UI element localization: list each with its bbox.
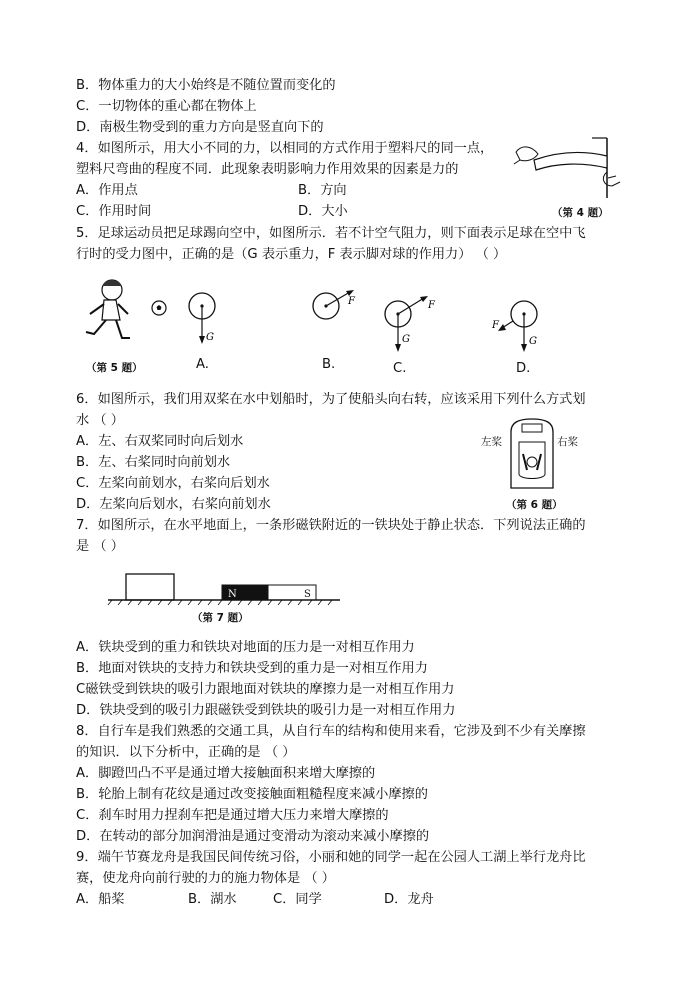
football-icon xyxy=(151,300,167,316)
gravity-label-a: G xyxy=(206,332,214,343)
q9-stem-line2: 赛，使龙舟向前行驶的力的施力物体是 （ ） xyxy=(76,871,335,886)
q8-stem-line2: 的知识．以下分析中，正确的是 （ ） xyxy=(76,745,296,760)
iron-block xyxy=(126,574,174,600)
q3-option-d: D．南极生物受到的重力方向是竖直向下的 xyxy=(76,120,324,135)
q7-caption: （第 7 题） xyxy=(192,612,249,624)
gravity-label-d: G xyxy=(529,336,537,347)
q7-option-b: B．地面对铁块的支持力和铁块受到的重力是一对相互作用力 xyxy=(76,661,428,676)
q5-label-d: D. xyxy=(516,361,531,376)
q9-stem-line1: 9．端午节赛龙舟是我国民间传统习俗，小丽和她的同学一起在公园人工湖上举行龙舟比 xyxy=(76,850,586,865)
q6-stem-line1: 6．如图所示，我们用双桨在水中划船时，为了使船头向右转，应该采用下列什么方式划 xyxy=(76,392,586,407)
q6-option-b: B．左、右桨同时向前划水 xyxy=(76,455,231,470)
magnet-s-label: S xyxy=(304,589,311,600)
q6-option-d: D．左桨向后划水，右桨向前划水 xyxy=(76,497,271,512)
q7-option-c: C磁铁受到铁块的吸引力跟地面对铁块的摩擦力是一对相互作用力 xyxy=(76,682,455,697)
q6-option-c: C．左桨向前划水，右桨向后划水 xyxy=(76,476,270,491)
q5-diagram-d xyxy=(490,288,560,358)
q8-option-c: C．刹车时用力捏刹车把是通过增大压力来增大摩擦的 xyxy=(76,808,389,823)
q9-option-d: D．龙舟 xyxy=(384,892,434,907)
q4-option-d: D．大小 xyxy=(298,204,348,219)
q5-diagram-a xyxy=(186,290,226,350)
q8-option-b: B．轮胎上制有花纹是通过改变接触面粗糙程度来减小摩擦的 xyxy=(76,787,428,802)
q4-stem-line1: 4．如图所示，用大小不同的力，以相同的方式作用于塑料尺的同一点， xyxy=(76,141,494,156)
q3-option-c: C．一切物体的重心都在物体上 xyxy=(76,99,257,114)
q8-option-a: A．脚蹬凹凸不平是通过增大接触面积来增大摩擦的 xyxy=(76,766,376,781)
q6-caption: （第 6 题） xyxy=(506,499,563,511)
q6-left-oar-label: 左桨 xyxy=(481,436,502,448)
q7-option-a: A．铁块受到的重力和铁块对地面的压力是一对相互作用力 xyxy=(76,640,415,655)
q7-stem-line1: 7．如图所示，在水平地面上，一条形磁铁附近的一铁块处于静止状态．下列说法正确的 xyxy=(76,518,586,533)
q4-option-b: B．方向 xyxy=(298,183,347,198)
q5-stem-line2: 行时的受力图中，正确的是（G 表示重力，F 表示脚对球的作用力） （ ） xyxy=(76,247,507,262)
q6-stem-line2: 水 （ ） xyxy=(76,413,124,428)
q9-option-c: C．同学 xyxy=(273,892,322,907)
q8-option-d: D．在转动的部分加润滑油是通过变滑动为滚动来减小摩擦的 xyxy=(76,829,430,844)
q9-option-b: B．湖水 xyxy=(188,892,237,907)
q5-label-c: C. xyxy=(393,361,407,376)
q5-diagram-c xyxy=(380,288,450,358)
q4-ruler-figure xyxy=(512,134,622,204)
q5-caption: （第 5 题） xyxy=(86,362,143,374)
q5-diagram-b xyxy=(310,288,370,328)
q5-stem-line1: 5．足球运动员把足球踢向空中，如图所示．若不计空气阻力，则下面表示足球在空中飞 xyxy=(76,226,586,241)
q9-option-a: A．船桨 xyxy=(76,892,125,907)
q8-stem-line1: 8．自行车是我们熟悉的交通工具，从自行车的结构和使用来看，它涉及到不少有关摩擦 xyxy=(76,724,586,739)
q4-stem-line2: 塑料尺弯曲的程度不同．此现象表明影响力作用效果的因素是力的 xyxy=(76,162,459,177)
q5-footballer-figure xyxy=(80,278,150,348)
q4-caption: （第 4 题） xyxy=(552,207,609,219)
q7-stem-line2: 是 （ ） xyxy=(76,539,124,554)
force-label-b: F xyxy=(348,296,355,307)
magnet-n-label: N xyxy=(228,589,237,600)
force-label-c: F xyxy=(428,300,435,311)
q5-label-b: B. xyxy=(322,357,336,372)
force-label-d: F xyxy=(492,320,499,331)
q3-option-b: B．物体重力的大小始终是不随位置而变化的 xyxy=(76,78,336,93)
q4-option-c: C．作用时间 xyxy=(76,204,152,219)
q7-magnet-figure xyxy=(108,568,340,608)
q6-boat-figure xyxy=(507,418,557,492)
gravity-label-c: G xyxy=(402,334,410,345)
q7-option-d: D．铁块受到的吸引力跟磁铁受到铁块的吸引力是一对相互作用力 xyxy=(76,703,456,718)
q6-right-oar-label: 右桨 xyxy=(557,436,578,448)
q5-label-a: A. xyxy=(196,357,209,372)
q6-option-a: A．左、右双桨同时向后划水 xyxy=(76,434,244,449)
q4-option-a: A．作用点 xyxy=(76,183,138,198)
